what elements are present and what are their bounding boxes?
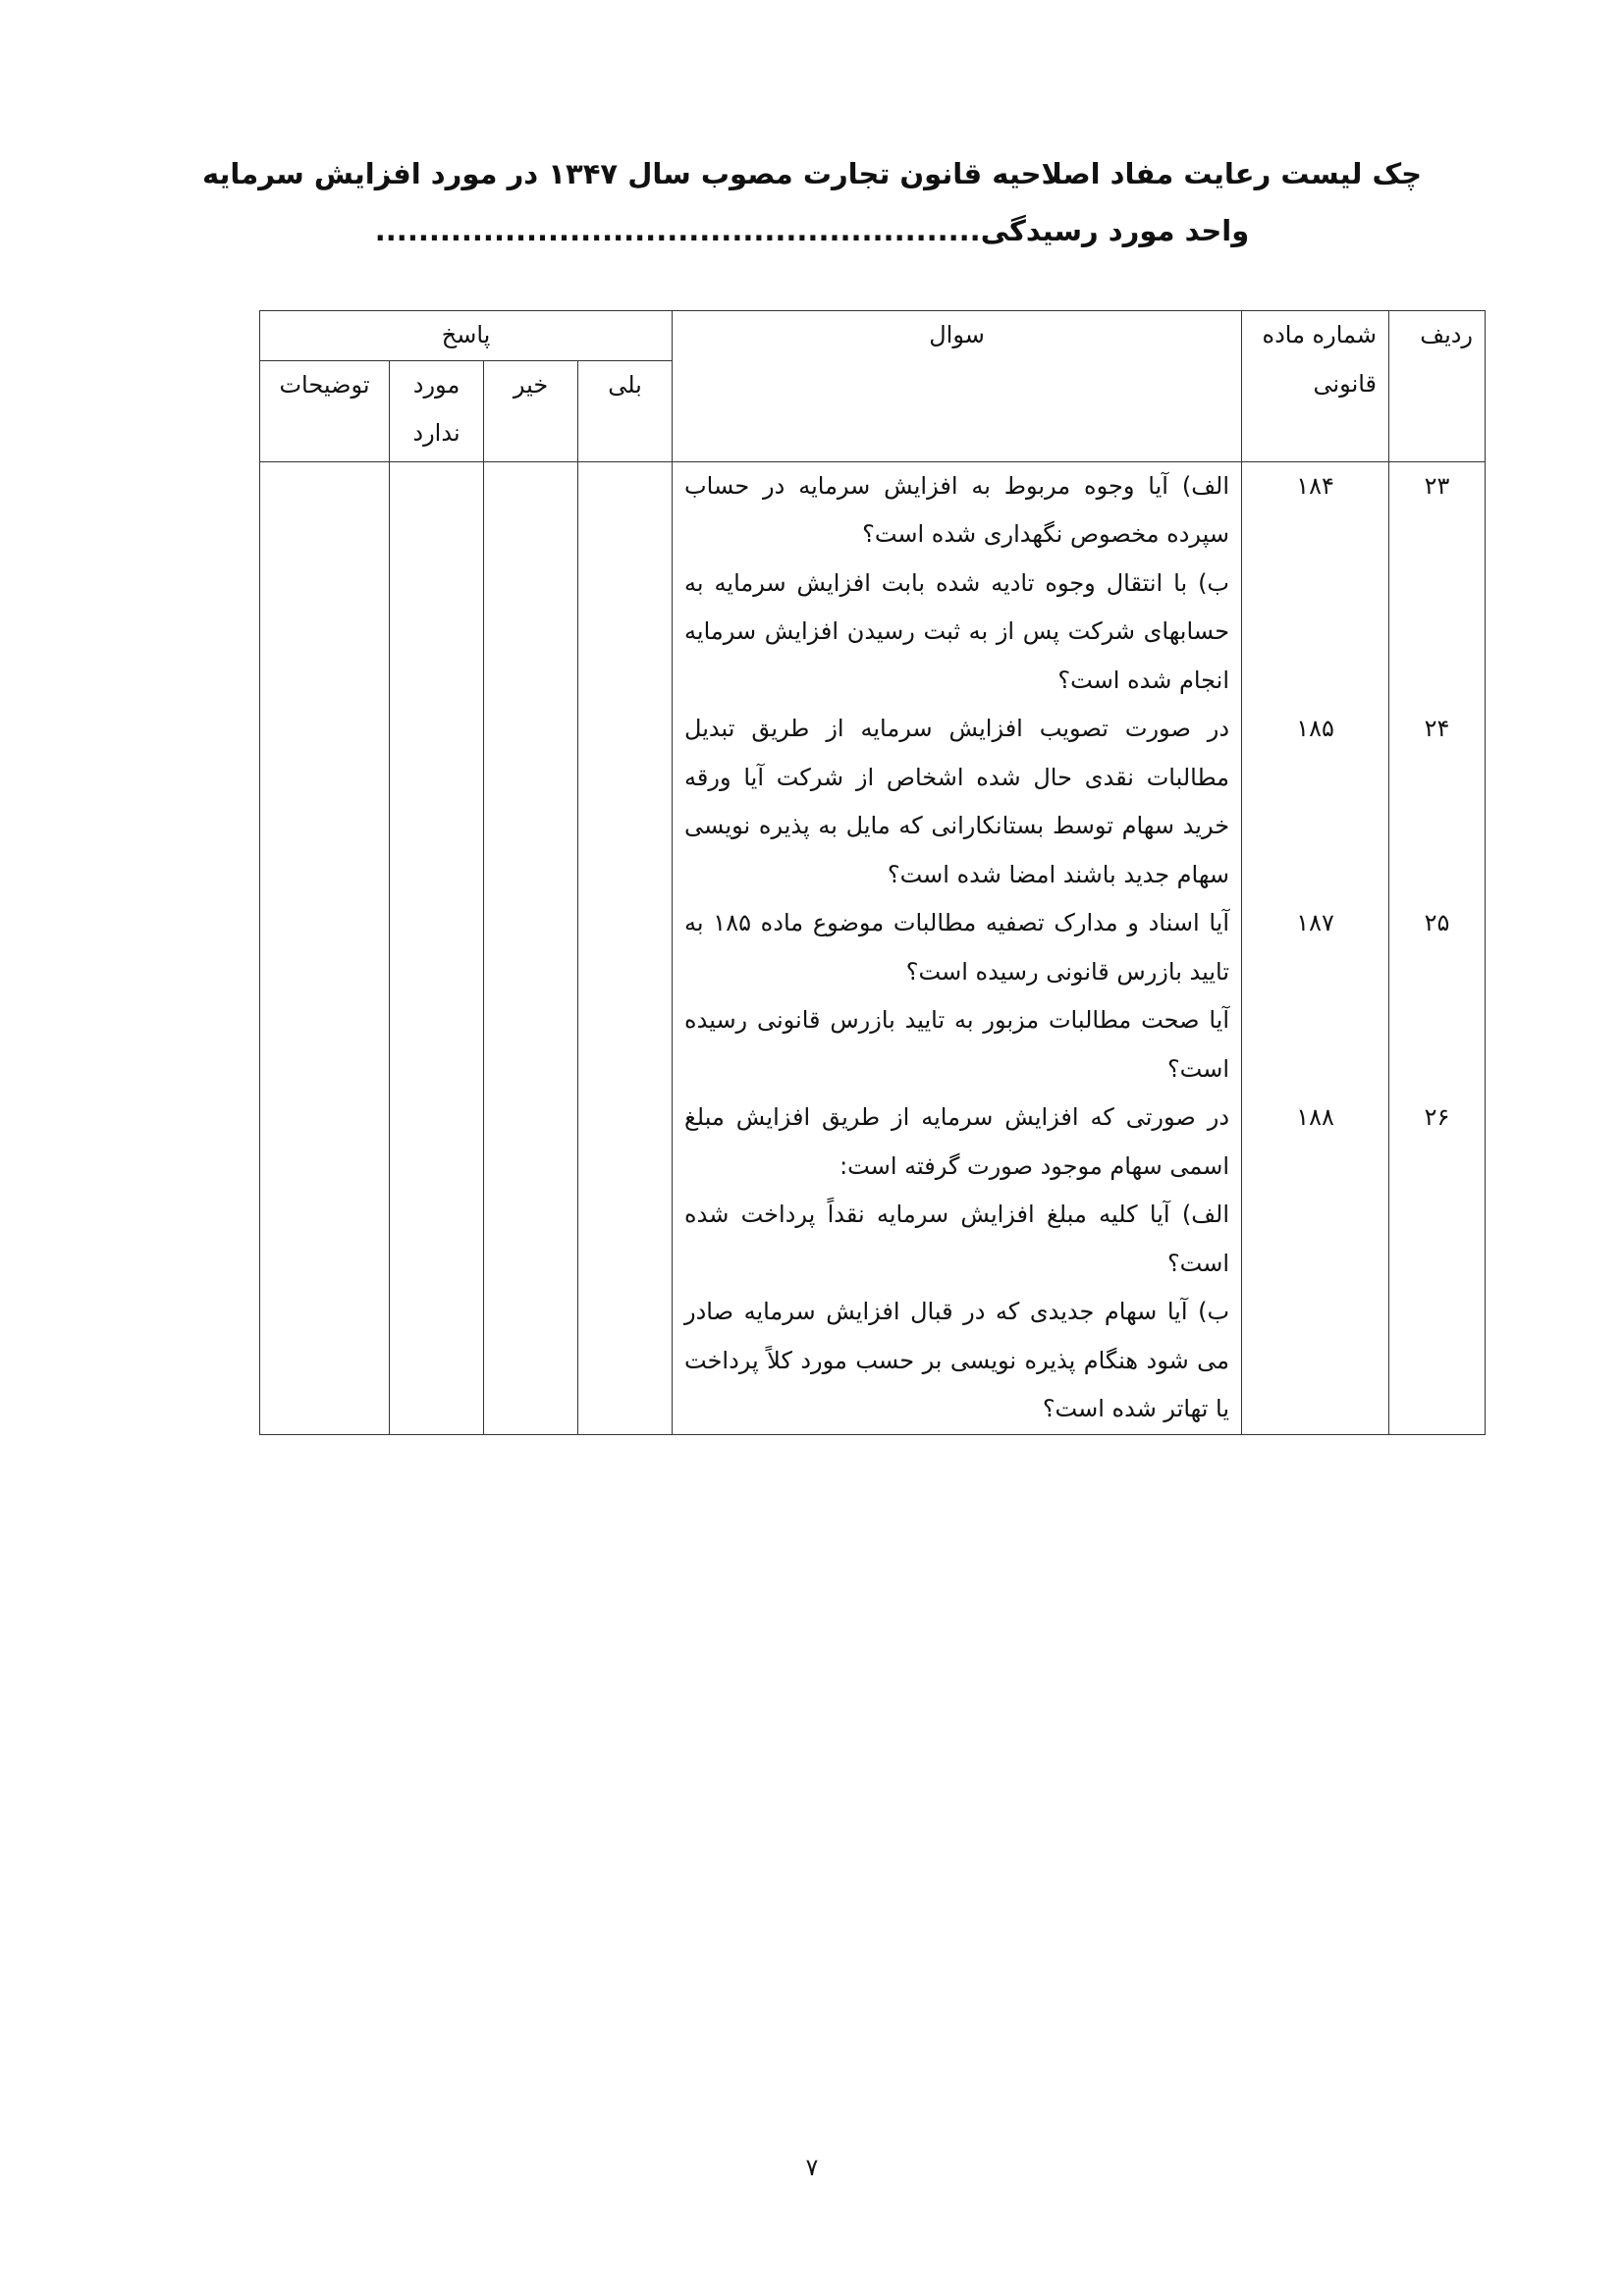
question-text: در صورتی که افزایش سرمایه از طریق افزایش مبلغ اسمی سهام موجود صورت گرفته است: — [684, 1103, 1230, 1180]
table-body-row — [260, 461, 1486, 1434]
row-number-25: ۲۵ — [1424, 909, 1450, 936]
no-header: خیر — [484, 360, 578, 461]
no-answer-cell[interactable] — [484, 461, 578, 1434]
answer-header: پاسخ — [260, 311, 673, 361]
header-row-1 — [260, 311, 1486, 361]
question-text: ب) آیا سهام جدیدی که در قبال افزایش سرمایه صادر می شود هنگام پذیره نویسی بر حسب مورد کلاً پرداخت یا تهاتر شده است؟ — [684, 1298, 1230, 1422]
question-text: ب) با انتقال وجوه تادیه شده بابت افزایش سرمایه به حسابهای شرکت پس از به ثبت رسیدن افزایش سرمایه انجام شده است؟ — [684, 568, 1230, 694]
article-number-column — [1242, 461, 1389, 1434]
not-applicable-answer-cell[interactable] — [390, 461, 484, 1434]
article-number-188: ۱۸۸ — [1296, 1103, 1334, 1131]
question-header: سوال — [673, 311, 1242, 462]
question-text: آیا اسناد و مدارک تصفیه مطالبات موضوع ماده ۱۸۵ به تایید بازرس قانونی رسیده است؟ — [684, 909, 1230, 986]
question-text: الف) آیا کلیه مبلغ افزایش سرمایه نقداً پرداخت شده است؟ — [684, 1201, 1230, 1277]
document-title: چک لیست رعایت مفاد اصلاحیه قانون تجارت مصوب سال ۱۳۴۷ در مورد افزایش سرمایه — [201, 157, 1423, 190]
page-number: ۷ — [805, 2154, 819, 2181]
question-text: در صورت تصویب افزایش سرمایه از طریق تبدیل مطالبات نقدی حال شده اشخاص از شرکت آیا ورقه خرید سهام توسط بستانکارانی که مایل به پذیره نویسی سهام جدید باشند امضا شده است؟ — [684, 715, 1230, 888]
row-number-column — [1389, 461, 1486, 1434]
yes-header: بلی — [578, 360, 673, 461]
not-applicable-header: مورد ندارد — [390, 360, 484, 461]
yes-answer-cell[interactable] — [578, 461, 673, 1434]
notes-cell[interactable] — [260, 461, 390, 1434]
row-number-header: ردیف — [1389, 311, 1486, 462]
article-number-184: ۱۸۴ — [1296, 471, 1334, 500]
row-number-26: ۲۶ — [1424, 1103, 1450, 1131]
article-number-header: شماره ماده قانونی — [1242, 311, 1389, 462]
row-number-23: ۲۳ — [1424, 471, 1450, 500]
audited-unit-line: واحد مورد رسیدگی........................................................ — [374, 214, 1250, 247]
question-column — [673, 461, 1242, 1434]
checklist-table — [259, 310, 1486, 1435]
article-number-187: ۱۸۷ — [1296, 909, 1334, 936]
question-text: آیا صحت مطالبات مزبور به تایید بازرس قانونی رسیده است؟ — [684, 1006, 1230, 1083]
notes-header: توضیحات — [260, 360, 390, 461]
question-text: الف) آیا وجوه مربوط به افزایش سرمایه در حساب سپرده مخصوص نگهداری شده است؟ — [684, 471, 1230, 548]
article-number-185: ۱۸۵ — [1296, 715, 1334, 742]
row-number-24: ۲۴ — [1424, 715, 1450, 742]
